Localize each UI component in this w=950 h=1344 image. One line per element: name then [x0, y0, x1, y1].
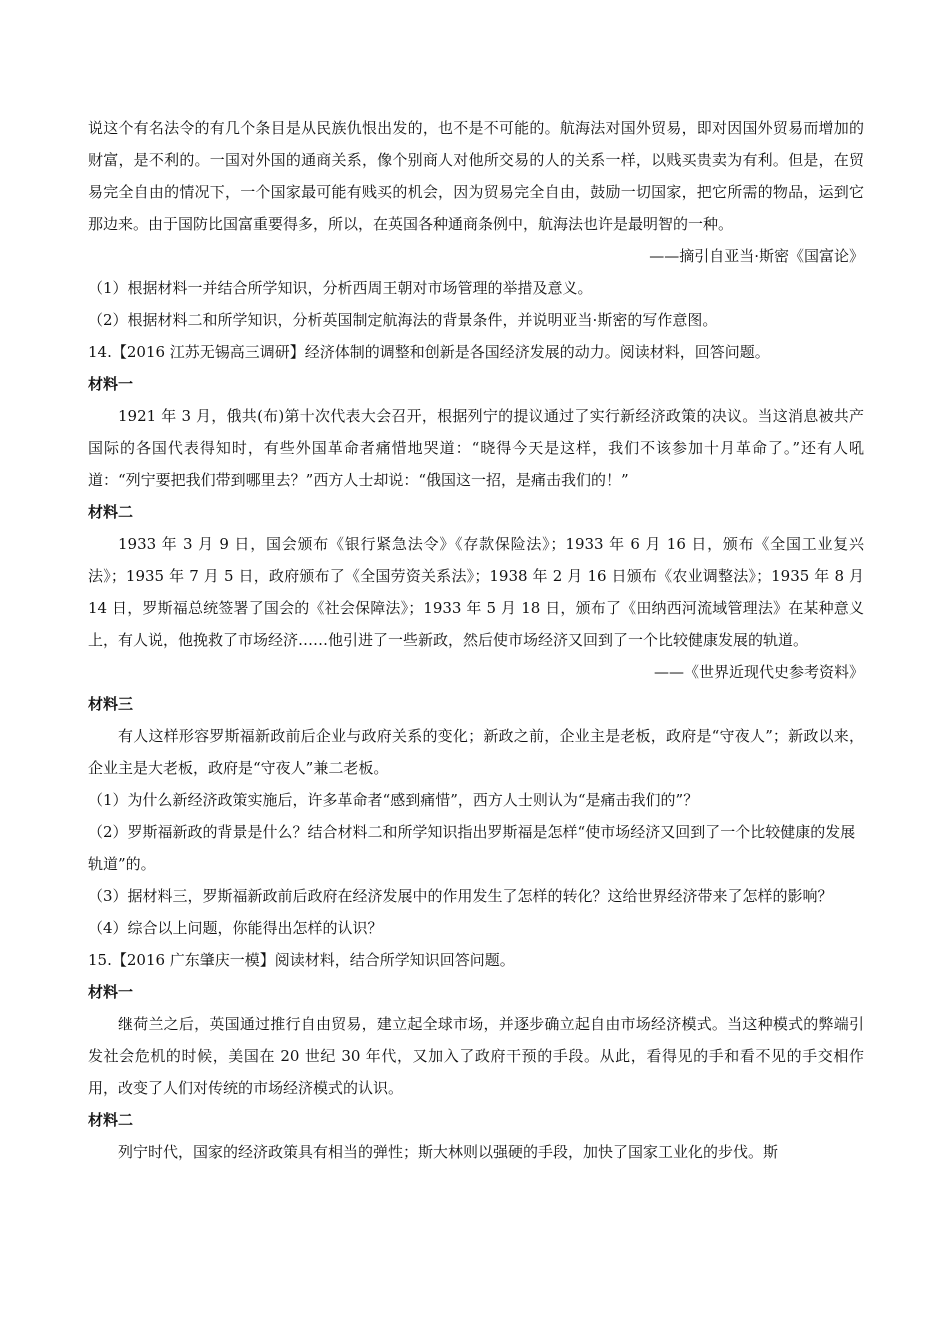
- document-page: [88, 112, 864, 1168]
- material-heading: 材料二: [88, 503, 134, 521]
- material-heading: 材料一: [88, 375, 134, 393]
- question-item: （2）罗斯福新政的背景是什么？结合材料二和所学知识指出罗斯福是怎样“使市场经济又回到了一个比较健康的发展轨道”的。: [88, 823, 856, 873]
- material-paragraph: 1921 年 3 月，俄共(布)第十次代表大会召开，根据列宁的提议通过了实行新经济政策的决议。当这消息被共产国际的各国代表得知时，有些外国革命者痛惜地哭道：“晓得今天是这样，我们不该参加十月革命了。”还有人吼道：“列宁要把我们带到哪里去？”西方人士却说：“俄国这一招，是痛击我们的！”: [88, 407, 864, 489]
- question-stem: 15.【2016 广东肇庆一模】阅读材料，结合所学知识回答问题。: [88, 951, 515, 969]
- source-citation: ——《世界近现代史参考资料》: [653, 663, 864, 681]
- question-item: （1）为什么新经济政策实施后，许多革命者“感到痛惜”，西方人士则认为“是痛击我们的”？: [88, 791, 699, 809]
- question-item: （1）根据材料一并结合所学知识，分析西周王朝对市场管理的举措及意义。: [88, 279, 593, 297]
- material-paragraph: 1933 年 3 月 9 日，国会颁布《银行紧急法令》《存款保险法》；1933 年 6 月 16 日，颁布《全国工业复兴法》；1935 年 7 月 5 日，政府颁布了《全国劳资关系法》；1938 年 2 月 16 日颁布《农业调整法》；1935 年 8 月 14 日，罗斯福总统签署了国会的《社会保障法》；1933 年 5 月 18 日，颁布了《田纳西河流域管理法》在某种意义上，有人说，他挽救了市场经济……他引进了一些新政，然后使市场经济又回到了一个比较健康发展的轨道。: [88, 535, 864, 649]
- material-paragraph: 有人这样形容罗斯福新政前后企业与政府关系的变化；新政之前，企业主是老板，政府是“守夜人”；新政以来，企业主是大老板，政府是“守夜人”兼二老板。: [88, 727, 864, 777]
- question-item: （2）根据材料二和所学知识，分析英国制定航海法的背景条件，并说明亚当·斯密的写作意图。: [88, 311, 718, 329]
- question-item: （4）综合以上问题，你能得出怎样的认识？: [88, 919, 383, 937]
- material-heading: 材料二: [88, 1111, 134, 1129]
- source-citation: ——摘引自亚当·斯密《国富论》: [649, 247, 864, 265]
- material-paragraph: 说这个有名法令的有几个条目是从民族仇恨出发的，也不是不可能的。航海法对国外贸易，即对因国外贸易而增加的财富，是不利的。一国对外国的通商关系，像个别商人对他所交易的人的关系一样，以贱买贵卖为有利。但是，在贸易完全自由的情况下，一个国家最可能有贱买的机会，因为贸易完全自由，鼓励一切国家，把它所需的物品，运到它那边来。由于国防比国富重要得多，所以，在英国各种通商条例中，航海法也许是最明智的一种。: [88, 119, 864, 233]
- material-heading: 材料一: [88, 983, 134, 1001]
- question-item: （3）据材料三，罗斯福新政前后政府在经济发展中的作用发生了怎样的转化？这给世界经济带来了怎样的影响？: [88, 887, 833, 905]
- question-stem: 14.【2016 江苏无锡高三调研】经济体制的调整和创新是各国经济发展的动力。阅读材料，回答问题。: [88, 343, 770, 361]
- material-heading: 材料三: [88, 695, 134, 713]
- material-paragraph: 继荷兰之后，英国通过推行自由贸易，建立起全球市场，并逐步确立起自由市场经济模式。当这种模式的弊端引发社会危机的时候，美国在 20 世纪 30 年代，又加入了政府干预的手段。从此，看得见的手和看不见的手交相作用，改变了人们对传统的市场经济模式的认识。: [88, 1015, 864, 1097]
- material-paragraph: 列宁时代，国家的经济政策具有相当的弹性；斯大林则以强硬的手段，加快了国家工业化的步伐。斯: [118, 1143, 779, 1161]
